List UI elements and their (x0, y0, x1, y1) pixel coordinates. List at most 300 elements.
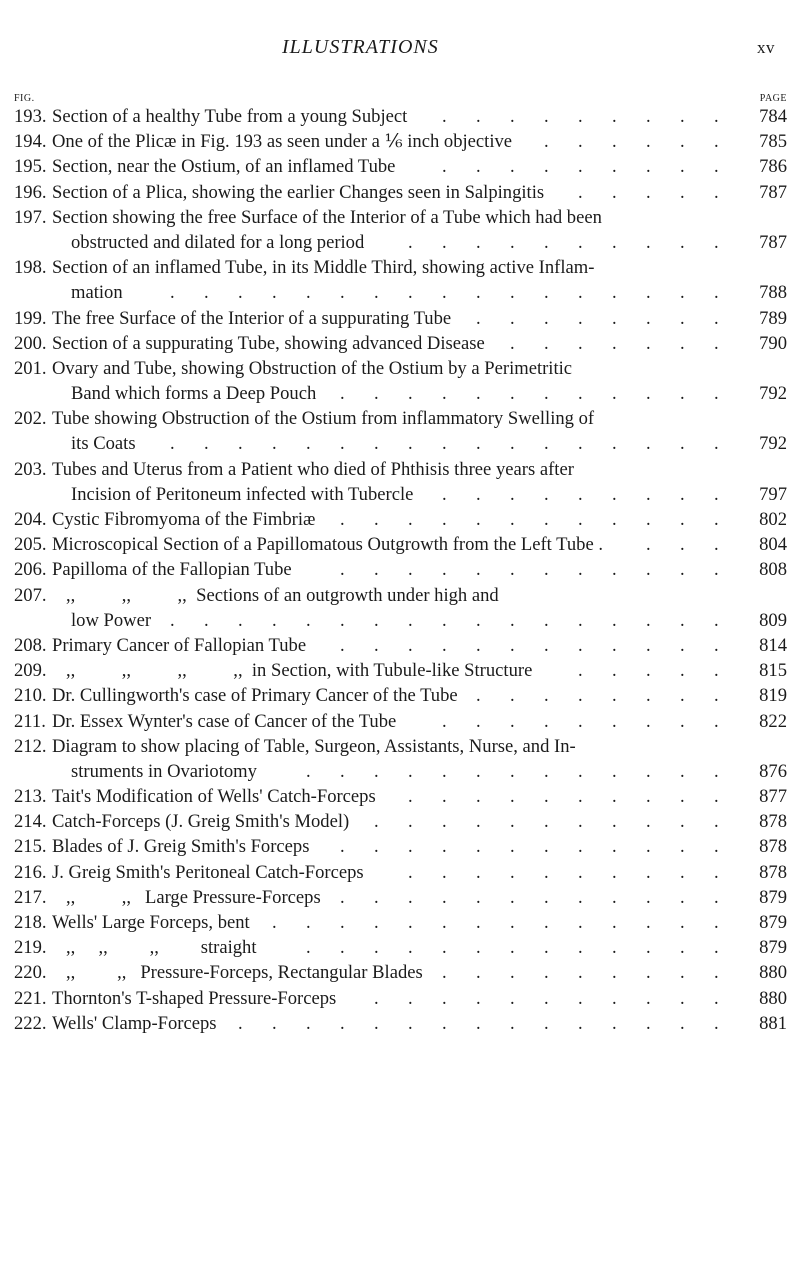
dot-leader: . (442, 912, 447, 933)
dot-leader: . (578, 937, 583, 959)
dot-leader: . (204, 282, 209, 304)
dot-leader: . (680, 433, 685, 455)
dot-leader: . (714, 861, 719, 883)
dot-leader: . (714, 106, 719, 127)
page-ref: 809 (759, 609, 787, 631)
dot-leader: . (442, 1012, 447, 1034)
dot-leader: . (612, 433, 617, 455)
dot-leader: . (680, 307, 685, 329)
figure-number: 216. (14, 861, 47, 883)
dot-leader: . (204, 433, 209, 455)
dot-leader: . (408, 433, 413, 455)
dot-leader: . (646, 156, 651, 178)
page-ref: 815 (759, 660, 787, 682)
dot-leader: . (646, 1012, 651, 1034)
dot-leader: . (306, 282, 311, 304)
dot-leader: . (510, 609, 515, 631)
dot-leader: . (646, 383, 651, 405)
dot-leader: . (680, 886, 685, 908)
page-ref: 789 (759, 307, 787, 329)
entry-line (0, 658, 801, 683)
dot-leader: . (646, 181, 651, 203)
dot-leader: . (612, 962, 617, 984)
page-ref: 822 (759, 710, 787, 732)
dot-leader: . (374, 987, 379, 1009)
dot-leader: . (578, 685, 583, 707)
dot-leader: . (442, 811, 447, 833)
dot-leader: . (714, 609, 719, 631)
dot-leader: . (272, 1012, 277, 1034)
dot-leader: . (578, 836, 583, 858)
caption-text: ,, ,, Pressure-Forceps, Rectangular Blades (52, 962, 423, 984)
figure-number: 205. (14, 534, 47, 556)
dot-leader: . (408, 559, 413, 581)
dot-leader: . (646, 332, 651, 354)
caption-text: Tait's Modification of Wells' Catch-Forceps (52, 786, 376, 808)
dot-leader: . (680, 559, 685, 581)
list-item (0, 457, 801, 507)
dot-leader: . (544, 483, 549, 505)
dot-leader: . (680, 685, 685, 707)
entry-line (0, 1011, 801, 1036)
entry-line (0, 154, 801, 179)
dot-leader: . (578, 483, 583, 505)
dot-leader: . (476, 231, 481, 253)
dot-leader: . (544, 131, 549, 153)
dot-leader: . (612, 106, 617, 127)
figure-number: 203. (14, 458, 47, 480)
dot-leader: . (374, 609, 379, 631)
dot-leader: . (544, 962, 549, 984)
dot-leader: . (646, 509, 651, 530)
dot-leader: . (612, 786, 617, 808)
caption-text: Section, near the Ostium, of an inflamed Tube (52, 156, 396, 178)
dot-leader: . (340, 634, 345, 656)
list-item (0, 104, 801, 129)
dot-leader: . (680, 912, 685, 933)
figure-number: 196. (14, 181, 47, 203)
page-ref: 879 (759, 912, 787, 933)
dot-leader: . (680, 987, 685, 1009)
dot-leader: . (374, 383, 379, 405)
dot-leader: . (646, 861, 651, 883)
entry-line (0, 280, 801, 305)
dot-leader: . (578, 106, 583, 127)
dot-leader: . (578, 609, 583, 631)
dot-leader: . (646, 937, 651, 959)
page-ref: 878 (759, 836, 787, 858)
dot-leader: . (374, 1012, 379, 1034)
dot-leader: . (476, 1012, 481, 1034)
figure-number: 218. (14, 912, 47, 933)
dot-leader: . (442, 836, 447, 858)
dot-leader: . (510, 836, 515, 858)
dot-leader: . (612, 937, 617, 959)
dot-leader: . (510, 760, 515, 782)
dot-leader: . (340, 836, 345, 858)
dot-leader: . (408, 836, 413, 858)
dot-leader: . (510, 307, 515, 329)
figure-number: 204. (14, 509, 47, 530)
dot-leader: . (374, 634, 379, 656)
entry-line (0, 809, 801, 834)
entry-line (0, 608, 801, 633)
dot-leader: . (646, 106, 651, 127)
dot-leader: . (714, 156, 719, 178)
dot-leader: . (544, 106, 549, 127)
caption-text: ,, ,, ,, straight (52, 937, 257, 959)
page-ref: 784 (759, 106, 787, 127)
dot-leader: . (714, 710, 719, 732)
dot-leader: . (714, 483, 719, 505)
dot-leader: . (510, 710, 515, 732)
running-title: ILLUSTRATIONS (282, 36, 439, 58)
dot-leader: . (408, 282, 413, 304)
caption-text: struments in Ovariotomy (71, 760, 257, 782)
dot-leader: . (578, 433, 583, 455)
dot-leader: . (170, 282, 175, 304)
caption-text: ,, ,, Large Pressure-Forceps (52, 886, 321, 908)
entry-line (0, 935, 801, 960)
list-item (0, 885, 801, 910)
figure-number: 213. (14, 786, 47, 808)
dot-leader: . (544, 710, 549, 732)
page-ref: 787 (759, 231, 787, 253)
caption-text: The free Surface of the Interior of a suppurating Tube (52, 307, 452, 329)
dot-leader: . (680, 156, 685, 178)
dot-leader: . (646, 760, 651, 782)
dot-leader: . (680, 483, 685, 505)
list-item (0, 356, 801, 406)
figure-number: 222. (14, 1012, 47, 1034)
caption-text: Thornton's T-shaped Pressure-Forceps (52, 987, 337, 1009)
list-item (0, 406, 801, 456)
page-ref: 879 (759, 937, 787, 959)
dot-leader: . (714, 760, 719, 782)
dot-leader: . (272, 433, 277, 455)
dot-leader: . (544, 987, 549, 1009)
dot-leader: . (544, 559, 549, 581)
dot-leader: . (646, 634, 651, 656)
list-item (0, 734, 801, 784)
dot-leader: . (442, 282, 447, 304)
dot-leader: . (442, 886, 447, 908)
dot-leader: . (612, 156, 617, 178)
entry-line (0, 306, 801, 331)
dot-leader: . (408, 861, 413, 883)
dot-leader: . (578, 987, 583, 1009)
page-ref: 880 (759, 962, 787, 984)
dot-leader: . (510, 811, 515, 833)
caption-text: Wells' Large Forceps, bent (52, 912, 250, 933)
caption-text: Microscopical Section of a Papillomatous Outgrowth from the Left Tube . (52, 534, 604, 556)
entry-line (0, 331, 801, 356)
dot-leader: . (680, 710, 685, 732)
dot-leader: . (578, 912, 583, 933)
dot-leader: . (544, 836, 549, 858)
dot-leader: . (510, 106, 515, 127)
dot-leader: . (408, 509, 413, 530)
dot-leader: . (612, 609, 617, 631)
caption-text: J. Greig Smith's Peritoneal Catch-Forceps (52, 861, 364, 883)
list-item (0, 910, 801, 935)
figure-number: 198. (14, 257, 47, 279)
caption-text: Wells' Clamp-Forceps (52, 1012, 217, 1034)
running-head (0, 36, 801, 62)
dot-leader: . (578, 231, 583, 253)
dot-leader: . (442, 634, 447, 656)
dot-leader: . (544, 937, 549, 959)
entry-line (0, 129, 801, 154)
dot-leader: . (612, 987, 617, 1009)
page-ref: 876 (759, 760, 787, 782)
dot-leader: . (442, 231, 447, 253)
dot-leader: . (340, 383, 345, 405)
dot-leader: . (476, 609, 481, 631)
dot-leader: . (578, 559, 583, 581)
dot-leader: . (442, 383, 447, 405)
entry-line (0, 683, 801, 708)
figure-number: 194. (14, 131, 47, 153)
figure-number: 217. (14, 886, 47, 908)
dot-leader: . (340, 509, 345, 530)
dot-leader: . (510, 634, 515, 656)
dot-leader: . (408, 937, 413, 959)
list-item (0, 129, 801, 154)
dot-leader: . (476, 912, 481, 933)
page-ref: 814 (759, 634, 787, 656)
dot-leader: . (442, 710, 447, 732)
dot-leader: . (578, 156, 583, 178)
dot-leader: . (578, 886, 583, 908)
dot-leader: . (714, 660, 719, 682)
page-ref: 881 (759, 1012, 787, 1034)
dot-leader: . (442, 786, 447, 808)
caption-text: Section of an inflamed Tube, in its Middle Third, showing active Inflam- (52, 257, 595, 279)
caption-text: Section of a suppurating Tube, showing advanced Disease (52, 332, 485, 354)
dot-leader: . (612, 307, 617, 329)
list-item (0, 557, 801, 582)
figure-number: 197. (14, 206, 47, 228)
dot-leader: . (476, 710, 481, 732)
dot-leader: . (646, 307, 651, 329)
entry-line (0, 381, 801, 406)
dot-leader: . (680, 282, 685, 304)
dot-leader: . (544, 811, 549, 833)
dot-leader: . (646, 483, 651, 505)
dot-leader: . (714, 634, 719, 656)
dot-leader: . (646, 559, 651, 581)
dot-leader: . (680, 181, 685, 203)
dot-leader: . (646, 886, 651, 908)
list-item (0, 709, 801, 734)
dot-leader: . (646, 962, 651, 984)
entry-line (0, 885, 801, 910)
caption-text: Ovary and Tube, showing Obstruction of the Ostium by a Perimetritic (52, 357, 573, 379)
figure-number: 219. (14, 937, 47, 959)
dot-leader: . (476, 786, 481, 808)
dot-leader: . (408, 811, 413, 833)
dot-leader: . (510, 1012, 515, 1034)
dot-leader: . (544, 282, 549, 304)
list-item (0, 986, 801, 1011)
dot-leader: . (170, 609, 175, 631)
list-item (0, 331, 801, 356)
entry-line (0, 557, 801, 582)
dot-leader: . (612, 282, 617, 304)
dot-leader: . (476, 685, 481, 707)
figure-number: 214. (14, 811, 47, 833)
dot-leader: . (578, 1012, 583, 1034)
dot-leader: . (476, 433, 481, 455)
dot-leader: . (544, 861, 549, 883)
dot-leader: . (612, 634, 617, 656)
dot-leader: . (544, 433, 549, 455)
entry-line (0, 406, 801, 431)
list-item (0, 180, 801, 205)
dot-leader: . (374, 559, 379, 581)
page-ref: 787 (759, 181, 787, 203)
dot-leader: . (340, 886, 345, 908)
dot-leader: . (476, 559, 481, 581)
page-ref: 788 (759, 282, 787, 304)
dot-leader: . (714, 685, 719, 707)
dot-leader: . (680, 509, 685, 530)
dot-leader: . (408, 786, 413, 808)
page-ref: 802 (759, 509, 787, 530)
dot-leader: . (170, 433, 175, 455)
dot-leader: . (646, 685, 651, 707)
dot-leader: . (680, 1012, 685, 1034)
dot-leader: . (476, 483, 481, 505)
figure-number: 199. (14, 307, 47, 329)
figure-number: 193. (14, 106, 47, 127)
list-item (0, 205, 801, 255)
dot-leader: . (612, 383, 617, 405)
dot-leader: . (544, 1012, 549, 1034)
dot-leader: . (578, 962, 583, 984)
entry-line (0, 255, 801, 280)
dot-leader: . (714, 811, 719, 833)
dot-leader: . (272, 912, 277, 933)
dot-leader: . (680, 660, 685, 682)
entry-line (0, 356, 801, 381)
dot-leader: . (510, 937, 515, 959)
page-ref: 880 (759, 987, 787, 1009)
dot-leader: . (714, 307, 719, 329)
entry-line (0, 583, 801, 608)
dot-leader: . (680, 836, 685, 858)
dot-leader: . (238, 282, 243, 304)
dot-leader: . (612, 483, 617, 505)
dot-leader: . (476, 307, 481, 329)
dot-leader: . (340, 937, 345, 959)
caption-text: its Coats (71, 433, 136, 455)
dot-leader: . (714, 786, 719, 808)
illustrations-list (0, 104, 801, 1036)
dot-leader: . (578, 861, 583, 883)
dot-leader: . (510, 231, 515, 253)
list-item (0, 507, 801, 532)
figure-number: 221. (14, 987, 47, 1009)
caption-text: Tube showing Obstruction of the Ostium from inflammatory Swelling of (52, 408, 595, 430)
dot-leader: . (680, 534, 685, 556)
fig-column-heading: FIG. (14, 93, 35, 104)
dot-leader: . (544, 786, 549, 808)
dot-leader: . (612, 131, 617, 153)
dot-leader: . (204, 609, 209, 631)
dot-leader: . (646, 987, 651, 1009)
dot-leader: . (680, 861, 685, 883)
dot-leader: . (714, 383, 719, 405)
dot-leader: . (374, 811, 379, 833)
dot-leader: . (646, 710, 651, 732)
dot-leader: . (476, 886, 481, 908)
dot-leader: . (646, 609, 651, 631)
dot-leader: . (544, 307, 549, 329)
dot-leader: . (612, 1012, 617, 1034)
caption-text: Section of a Plica, showing the earlier Changes seen in Salpingitis (52, 181, 545, 203)
caption-text: ,, ,, ,, Sections of an outgrowth under high and (52, 584, 499, 606)
dot-leader: . (476, 987, 481, 1009)
dot-leader: . (476, 962, 481, 984)
dot-leader: . (510, 332, 515, 354)
list-item (0, 255, 801, 305)
list-item (0, 784, 801, 809)
dot-leader: . (476, 282, 481, 304)
entry-line (0, 104, 801, 129)
dot-leader: . (578, 760, 583, 782)
figure-number: 206. (14, 559, 47, 581)
dot-leader: . (408, 383, 413, 405)
figure-number: 215. (14, 836, 47, 858)
list-item (0, 935, 801, 960)
dot-leader: . (544, 332, 549, 354)
page-ref: 819 (759, 685, 787, 707)
dot-leader: . (476, 836, 481, 858)
dot-leader: . (408, 231, 413, 253)
dot-leader: . (544, 231, 549, 253)
dot-leader: . (510, 282, 515, 304)
figure-number: 208. (14, 634, 47, 656)
dot-leader: . (646, 282, 651, 304)
entry-line (0, 230, 801, 255)
dot-leader: . (544, 760, 549, 782)
dot-leader: . (510, 886, 515, 908)
list-item (0, 809, 801, 834)
list-item (0, 1011, 801, 1036)
dot-leader: . (646, 912, 651, 933)
caption-text: low Power (71, 609, 152, 631)
caption-text: Diagram to show placing of Table, Surgeon, Assistants, Nurse, and In- (52, 735, 576, 757)
dot-leader: . (374, 433, 379, 455)
dot-leader: . (544, 912, 549, 933)
dot-leader: . (612, 332, 617, 354)
dot-leader: . (306, 912, 311, 933)
dot-leader: . (714, 231, 719, 253)
caption-text: Cystic Fibromyoma of the Fimbriæ (52, 509, 316, 530)
dot-leader: . (374, 836, 379, 858)
dot-leader: . (408, 912, 413, 933)
dot-leader: . (442, 156, 447, 178)
dot-leader: . (442, 760, 447, 782)
dot-leader: . (510, 156, 515, 178)
dot-leader: . (646, 534, 651, 556)
dot-leader: . (714, 332, 719, 354)
caption-text: Section showing the free Surface of the Interior of a Tube which had been (52, 206, 602, 228)
dot-leader: . (612, 811, 617, 833)
dot-leader: . (442, 987, 447, 1009)
